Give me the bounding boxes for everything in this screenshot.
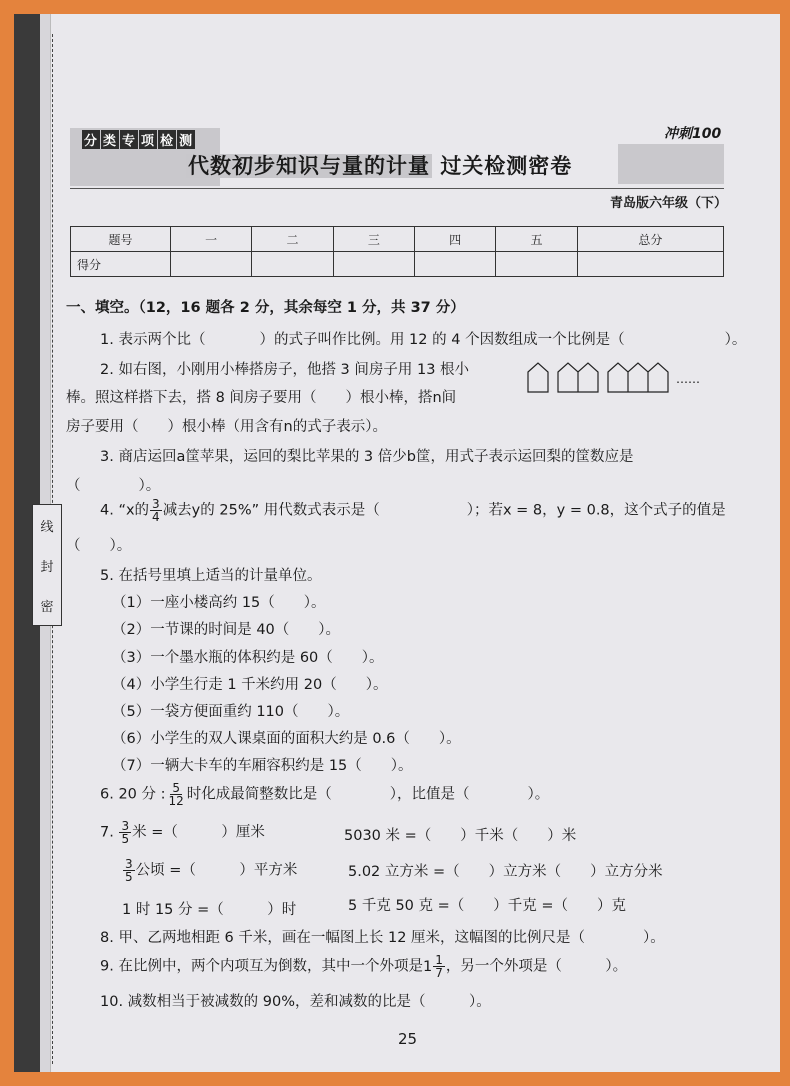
score-table [70,226,724,277]
page-number: 25 [398,1030,418,1048]
seal-char: 密 [40,599,54,615]
question-7-row2 [122,858,297,883]
seal-char: 封 [40,559,54,575]
q1-text-c: ）。 [724,332,747,348]
q9-text-a: 9. 在比例中，两个内项互为倒数，其中一个外项是 [100,958,423,975]
q7-row1-left: 米 =（ ）厘米 [132,824,265,841]
score-cell[interactable] [496,252,577,277]
houses-ellipsis: …… [676,372,700,386]
seal-char: 线 [40,519,54,535]
tag-char: 检 [158,130,176,149]
fraction-denominator: 5 [125,870,133,884]
question-1 [100,328,746,349]
edition-label: 青岛版六年级（下） [610,196,728,211]
houses-icon [526,360,696,394]
question-6 [100,782,549,807]
score-cell[interactable] [333,252,414,277]
tag-char: 专 [120,130,138,149]
table-row [71,227,724,252]
category-tag [82,130,196,149]
q1-text-b: ）的式子叫作比例。用 12 的 4 个因数组成一个比例是（ [259,332,625,348]
fraction-numerator: 5 [172,781,180,795]
mixed-whole: 1 [422,958,433,975]
question-5-item: （1）一座小楼高约 15（ ）。 [112,595,326,611]
question-10: 10. 减数相当于被减数的 90%，差和减数的比是（ ）。 [100,994,491,1010]
brand-logo: 冲刺100 [664,126,722,142]
q6-text-a: 6. 20 分 : [100,786,166,803]
row-label: 得分 [71,252,171,277]
page-title [186,150,572,180]
score-cell[interactable] [414,252,495,277]
fraction-denominator: 7 [435,966,443,980]
section-heading: 一、填空。（12，16 题各 2 分，其余每空 1 分，共 37 分） [66,300,465,316]
question-9 [100,954,627,979]
worksheet-page [14,14,780,1072]
table-header: 五 [496,227,577,252]
fraction-numerator: 3 [121,819,130,833]
score-cell[interactable] [252,252,333,277]
question-2-line3: 房子要用（ ）根小棒（用含有n的式子表示）。 [66,419,387,435]
fraction [167,782,186,807]
question-7-row2-right: 5.02 立方米 =（ ）立方米（ ）立方分米 [348,864,663,880]
fraction-denominator: 4 [152,510,160,524]
fraction [150,498,162,523]
question-7-row3-left: 1 时 15 分 =（ ）时 [122,902,297,918]
question-5-item: （5）一袋方便面重约 110（ ）。 [112,704,350,720]
title-rest: 过关检测密卷 [440,154,573,178]
question-5-item: （2）一节课的时间是 40（ ）。 [112,622,341,638]
tag-char: 类 [101,130,119,149]
question-5-item: （3）一个墨水瓶的体积约是 60（ ）。 [112,650,384,666]
question-2-line1: 2. 如右图，小刚用小棒搭房子，他搭 3 间房子用 13 根小 [100,362,470,378]
title-highlight: 代数初步知识与量的计量 [188,154,430,178]
question-5-heading: 5. 在括号里填上适当的计量单位。 [100,568,322,584]
fraction [123,858,135,883]
question-7-row1 [100,820,265,845]
table-header: 二 [252,227,333,252]
question-4-line2: （ ）。 [66,538,132,554]
fraction-denominator: 12 [168,794,184,808]
question-5-item: （7）一辆大卡车的车厢容积约是 15（ ）。 [112,758,413,774]
q4-text-a: 4. “x的 [100,502,150,519]
q1-text-a: 1. 表示两个比（ [100,332,206,348]
question-3-line1: 3. 商店运回a筐苹果，运回的梨比苹果的 3 倍少b筐，用式子表示运回梨的筐数应是 [100,449,634,465]
table-header: 题号 [71,227,171,252]
question-5-item: （6）小学生的双人课桌面的面积大约是 0.6（ ）。 [112,731,461,747]
fraction-numerator: 1 [435,953,443,967]
fraction [433,954,445,979]
question-7-row3-right: 5 千克 50 克 =（ ）千克 =（ ）克 [348,898,627,914]
q6-text-b: 时化成最简整数比是（ ），比值是（ ）。 [186,786,550,803]
q4-text-b: 减去y的 25%” 用代数式表示是（ ）；若x = 8，y = 0.8，这个式子的值是 [162,502,726,519]
question-7-row1-right: 5030 米 =（ ）千米（ ）米 [344,828,577,844]
tag-char: 测 [177,130,195,149]
fraction-numerator: 3 [152,497,160,511]
table-header: 总分 [577,227,723,252]
table-header: 一 [171,227,252,252]
fraction-numerator: 3 [125,857,133,871]
fraction [119,820,131,845]
mixed-number [423,954,446,979]
q9-text-b: ，另一个外项是（ ）。 [445,958,628,975]
table-header: 四 [414,227,495,252]
header-right-box [618,144,724,184]
question-5-item: （4）小学生行走 1 千米约用 20（ ）。 [112,677,388,693]
stick-houses-figure [526,360,700,398]
question-3-line2: （ ）。 [66,478,161,494]
q7-row2-left: 公顷 =（ ）平方米 [135,862,298,879]
q7-number: 7. [100,824,114,841]
table-row [71,252,724,277]
question-2-line2: 棒。照这样搭下去，搭 8 间房子要用（ ）根小棒，搭n间 [66,390,457,406]
tag-char: 项 [139,130,157,149]
table-header: 三 [333,227,414,252]
fraction-denominator: 5 [121,832,130,846]
seal-line-label [32,504,62,626]
header-rule [70,188,724,189]
question-4-line1 [100,498,726,523]
tag-char: 分 [82,130,100,149]
question-8: 8. 甲、乙两地相距 6 千米，画在一幅图上长 12 厘米，这幅图的比例尺是（ ）。 [100,930,665,946]
score-cell[interactable] [171,252,252,277]
score-cell[interactable] [577,252,723,277]
